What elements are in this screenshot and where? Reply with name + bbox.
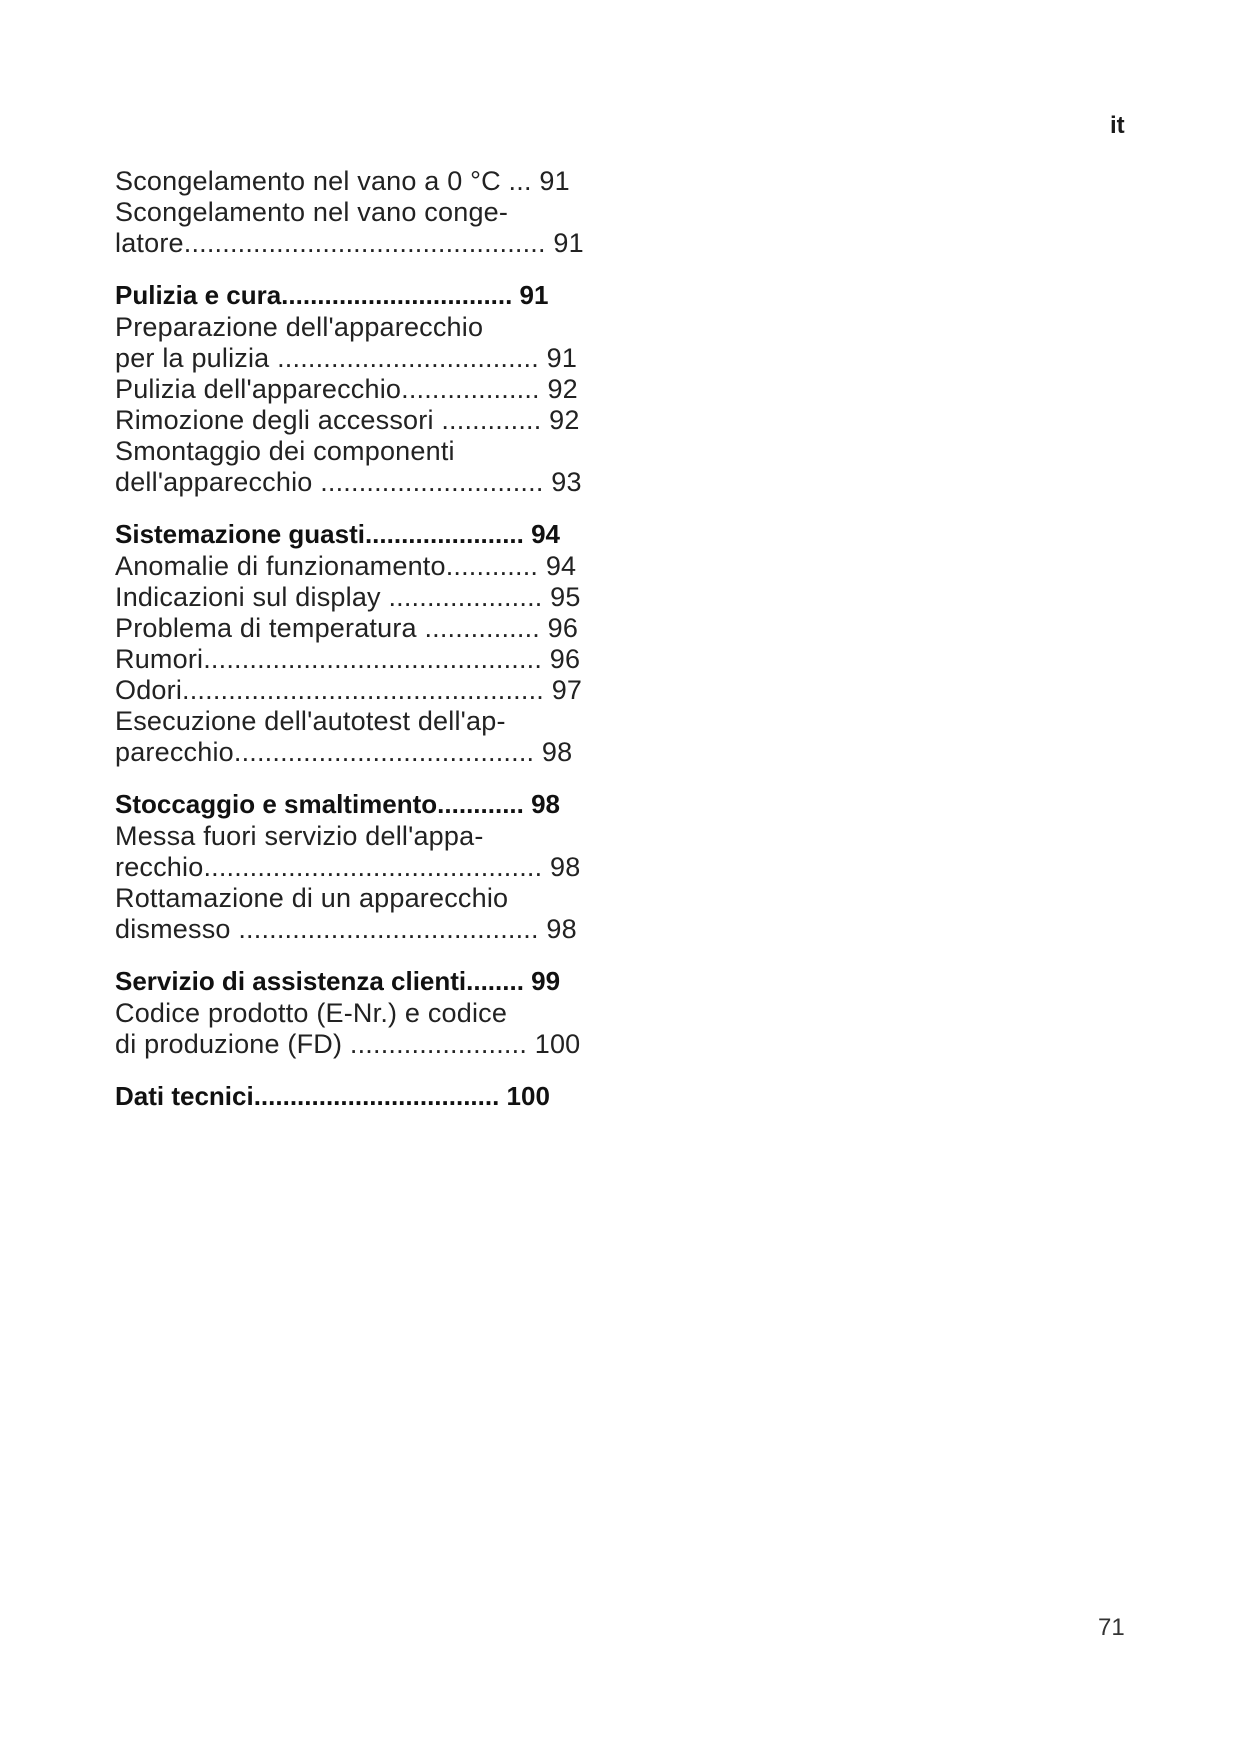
toc-entry[interactable]: Smontaggio dei componenti (115, 436, 455, 466)
toc-entry[interactable]: Scongelamento nel vano a 0 °C ... 91 (115, 166, 570, 196)
toc-group-defrosting (115, 166, 610, 259)
toc-entry[interactable]: Odori............................................... 97 (115, 675, 583, 705)
toc-section-heading[interactable]: Sistemazione guasti...................... 94 (115, 519, 561, 549)
toc-entry[interactable]: Messa fuori servizio dell'appa- (115, 821, 484, 851)
toc-group-cleaning (115, 279, 610, 498)
toc-entry[interactable]: Rumori............................................ 96 (115, 644, 581, 674)
toc-entry[interactable]: Preparazione dell'apparecchio (115, 312, 484, 342)
toc-entry[interactable]: per la pulizia .................................. 91 (115, 343, 578, 373)
toc-group-troubleshooting (115, 518, 610, 768)
page-number: 71 (1098, 1614, 1125, 1641)
language-label: it (1110, 112, 1125, 139)
toc-entry[interactable]: Problema di temperatura ............... 96 (115, 613, 579, 643)
toc-entry[interactable]: Pulizia dell'apparecchio.................. 92 (115, 374, 578, 404)
toc-entry[interactable]: dell'apparecchio ............................. 93 (115, 467, 582, 497)
toc-entry[interactable]: recchio............................................ 98 (115, 852, 581, 882)
toc-group-storage-disposal (115, 788, 610, 945)
toc-section-heading[interactable]: Dati tecnici.................................. 100 (115, 1081, 550, 1111)
table-of-contents (115, 166, 610, 1133)
toc-group-customer-service (115, 965, 610, 1060)
toc-entry[interactable]: Scongelamento nel vano conge- (115, 197, 509, 227)
toc-entry[interactable]: parecchio....................................... 98 (115, 737, 573, 767)
toc-group-technical-data (115, 1080, 610, 1113)
toc-entry[interactable]: latore............................................... 91 (115, 228, 584, 258)
toc-entry[interactable]: dismesso ....................................... 98 (115, 914, 577, 944)
toc-entry[interactable]: Anomalie di funzionamento............ 94 (115, 551, 577, 581)
toc-entry[interactable]: Rottamazione di un apparecchio (115, 883, 509, 913)
toc-entry[interactable]: di produzione (FD) ....................... 100 (115, 1029, 581, 1059)
toc-entry[interactable]: Rimozione degli accessori ............. 92 (115, 405, 580, 435)
toc-section-heading[interactable]: Servizio di assistenza clienti........ 99 (115, 966, 561, 996)
toc-entry[interactable]: Esecuzione dell'autotest dell'ap- (115, 706, 506, 736)
toc-entry[interactable]: Indicazioni sul display .................... 95 (115, 582, 581, 612)
toc-section-heading[interactable]: Pulizia e cura................................ 91 (115, 280, 549, 310)
toc-entry[interactable]: Codice prodotto (E-Nr.) e codice (115, 998, 508, 1028)
toc-section-heading[interactable]: Stoccaggio e smaltimento............ 98 (115, 789, 561, 819)
